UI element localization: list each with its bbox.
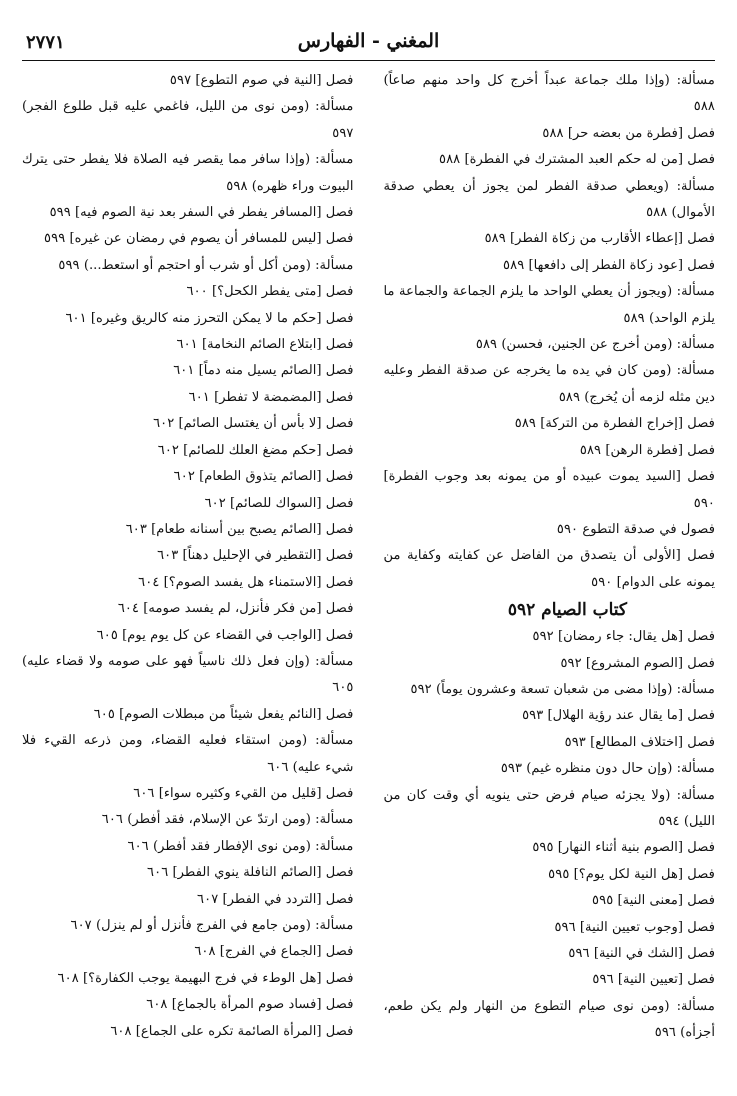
index-entry: فصل [فطرة من بعضه حر] ٥٨٨ <box>542 125 715 141</box>
running-title: المغني - الفهارس <box>297 30 440 52</box>
index-entry: فصل [اختلاف المطالع] ٥٩٣ <box>564 734 715 750</box>
index-entry: فصل [من له حكم العبد المشترك في الفطرة] ٥٨٨ <box>439 152 715 168</box>
index-entry: فصل [الأولى أن يتصدق من الفاضل عن كفايته وكفاية من يمونه على الدوام] ٥٩٠ <box>383 548 715 590</box>
index-entry: فصل [الصائم يتذوق الطعام] ٦٠٢ <box>173 469 354 485</box>
index-entry: فصل [المضمضة لا تفطر] ٦٠١ <box>188 389 354 405</box>
index-entry: فصل [هل الوطء في فرج البهيمة يوجب الكفارة؟] ٦٠٨ <box>57 970 354 986</box>
index-entry: فصل [النية في صوم التطوع] ٥٩٧ <box>169 73 354 88</box>
right-column <box>384 68 716 1076</box>
index-entry: فصل [ليس للمسافر أن يصوم في رمضان عن غيره] ٥٩٩ <box>44 231 354 247</box>
index-entry: مسألة: (ومن أكل أو شرب أو احتجم أو استعط...) ٥٩٩ <box>58 257 354 273</box>
index-entry: مسألة: (ومن نوى الإفطار فقد أفطر) ٦٠٦ <box>127 838 354 854</box>
index-entry: فصل [تعيين النية] ٥٩٦ <box>592 972 715 988</box>
index-entry: فصل [الشك في النية] ٥٩٦ <box>568 946 715 961</box>
index-entry: فصول في صدقة التطوع ٥٩٠ <box>556 521 715 537</box>
index-entry: فصل [فطرة الرهن] ٥٨٩ <box>579 442 715 458</box>
index-entry: مسألة: (ومن كان في يده ما يخرجه عن صدقة الفطر وعليه دين مثله لزمه أن يُخرج) ٥٨٩ <box>383 363 715 405</box>
index-entry: مسألة: (ولا يجزئه صيام فرض حتى ينويه أي وقت كان من الليل) ٥٩٤ <box>383 787 715 829</box>
index-entry: فصل [الصوم بنية أثناء النهار] ٥٩٥ <box>532 840 715 856</box>
index-entry: فصل [حكم ما لا يمكن التحرز منه كالريق وغيره] ٦٠١ <box>65 310 354 326</box>
index-entry: مسألة: (ومن أخرج عن الجنين، فحسن) ٥٨٩ <box>475 337 715 353</box>
index-entry: فصل [الصائم يسيل منه دماً] ٦٠١ <box>173 363 354 379</box>
index-entry: فصل [معنى النية] ٥٩٥ <box>592 893 715 909</box>
index-entry: مسألة: (ومن استقاء فعليه القضاء، ومن ذرعه القيء فلا شيء عليه) ٦٠٦ <box>22 733 354 775</box>
index-entry: فصل [حكم مضغ العلك للصائم] ٦٠٢ <box>157 442 354 458</box>
index-entry: فصل [الواجب في القضاء عن كل يوم يوم] ٦٠٥ <box>96 627 354 643</box>
index-entry: فصل [وجوب تعيين النية] ٥٩٦ <box>554 919 715 935</box>
index-entry: فصل [هل يقال: جاء رمضان] ٥٩٢ <box>532 629 715 645</box>
index-entry: فصل [السواك للصائم] ٦٠٢ <box>204 495 354 511</box>
index-entry: فصل [النائم يفعل شيئاً من مبطلات الصوم] ٦٠٥ <box>93 706 354 722</box>
index-entry: فصل [السيد يموت عبيده أو من يمونه بعد وجوب الفطرة] ٥٩٠ <box>383 469 715 511</box>
index-entry: فصل [قليل من القيء وكثيره سواء] ٦٠٦ <box>133 785 354 801</box>
index-entry: مسألة: (وإذا ملك جماعة عبداً أخرج كل واحد منهم صاعاً) ٥٨٨ <box>383 73 715 115</box>
index-entry: فصل [إخراج الفطرة من التركة] ٥٨٩ <box>514 416 715 432</box>
index-entry: فصل [لا بأس أن يغتسل الصائم] ٦٠٢ <box>153 416 354 432</box>
index-entry: فصل [إعطاء الأقارب من زكاة الفطر] ٥٨٩ <box>484 231 715 247</box>
index-entry: فصل [المرأة الصائمة تكره على الجماع] ٦٠٨ <box>110 1023 354 1039</box>
index-entry: مسألة: (ومن نوى صيام التطوع من النهار ولم يكن طعم، أجزأه) ٥٩٦ <box>383 998 715 1041</box>
index-entry: فصل [ما يقال عند رؤية الهلال] ٥٩٣ <box>522 708 715 724</box>
index-entry: فصل [المسافر يفطر في السفر بعد نية الصوم فيه] ٥٩٩ <box>49 205 354 221</box>
index-entry: مسألة: (وإذا مضى من شعبان تسعة وعشرون يوماً) ٥٩٢ <box>410 681 715 697</box>
index-entry: فصل [الصوم المشروع] ٥٩٢ <box>560 655 715 671</box>
index-entry: مسألة: (وإن حال دون منظره غيم) ٥٩٣ <box>500 761 715 777</box>
index-entry: فصل [الجماع في الفرج] ٦٠٨ <box>194 944 354 960</box>
page-number: ٢٧٧١ <box>26 32 65 53</box>
index-entry: مسألة: (ويجوز أن يعطي الواحد ما يلزم الجماعة والجماعة ما يلزم الواحد) ٥٨٩ <box>383 284 715 326</box>
index-entry: مسألة: (وإذا سافر مما يقصر فيه الصلاة فلا يفطر حتى يترك البيوت وراء ظهره) ٥٩٨ <box>22 152 354 194</box>
index-entry: فصل [من فكر فأنزل، لم يفسد صومه] ٦٠٤ <box>117 601 354 617</box>
index-entry: مسألة: (ومن جامع في الفرج فأنزل أو لم ينزل) ٦٠٧ <box>70 918 354 933</box>
book-heading: كتاب الصيام ٥٩٢ <box>507 600 627 621</box>
index-entry: فصل [الصائم النافلة ينوي الفطر] ٦٠٦ <box>147 865 354 881</box>
index-entry: فصل [التقطير في الإحليل دهناً] ٦٠٣ <box>157 548 354 564</box>
index-entry: فصل [الاستمناء هل يفسد الصوم؟] ٦٠٤ <box>138 574 354 590</box>
left-column <box>22 68 354 1076</box>
index-entry: فصل [التردد في الفطر] ٦٠٧ <box>197 891 354 907</box>
index-entry: فصل [متى يفطر الكحل؟] ٦٠٠ <box>186 284 354 300</box>
index-entry: فصل [عود زكاة الفطر إلى دافعها] ٥٨٩ <box>503 257 715 273</box>
page-header <box>22 24 715 61</box>
index-entry: فصل [فساد صوم المرأة بالجماع] ٦٠٨ <box>146 997 354 1013</box>
index-entry: فصل [هل النية لكل يوم؟] ٥٩٥ <box>548 866 715 882</box>
index-entry: فصل [ابتلاع الصائم النخامة] ٦٠١ <box>176 337 354 353</box>
index-entry: مسألة: (ويعطي صدقة الفطر لمن يجوز أن يعطي صدقة الأموال) ٥٨٨ <box>383 178 715 221</box>
index-columns <box>22 68 715 1076</box>
index-entry: مسألة: (ومن نوى من الليل، فاغمي عليه قبل طلوع الفجر) ٥٩٧ <box>22 99 354 141</box>
index-entry: مسألة: (ومن ارتدّ عن الإسلام، فقد أفطر) ٦٠٦ <box>101 812 354 828</box>
index-entry: فصل [الصائم يصبح بين أسنانه طعام] ٦٠٣ <box>125 521 354 537</box>
index-entry: مسألة: (وإن فعل ذلك ناسياً فهو على صومه ولا قضاء عليه) ٦٠٥ <box>22 653 354 696</box>
